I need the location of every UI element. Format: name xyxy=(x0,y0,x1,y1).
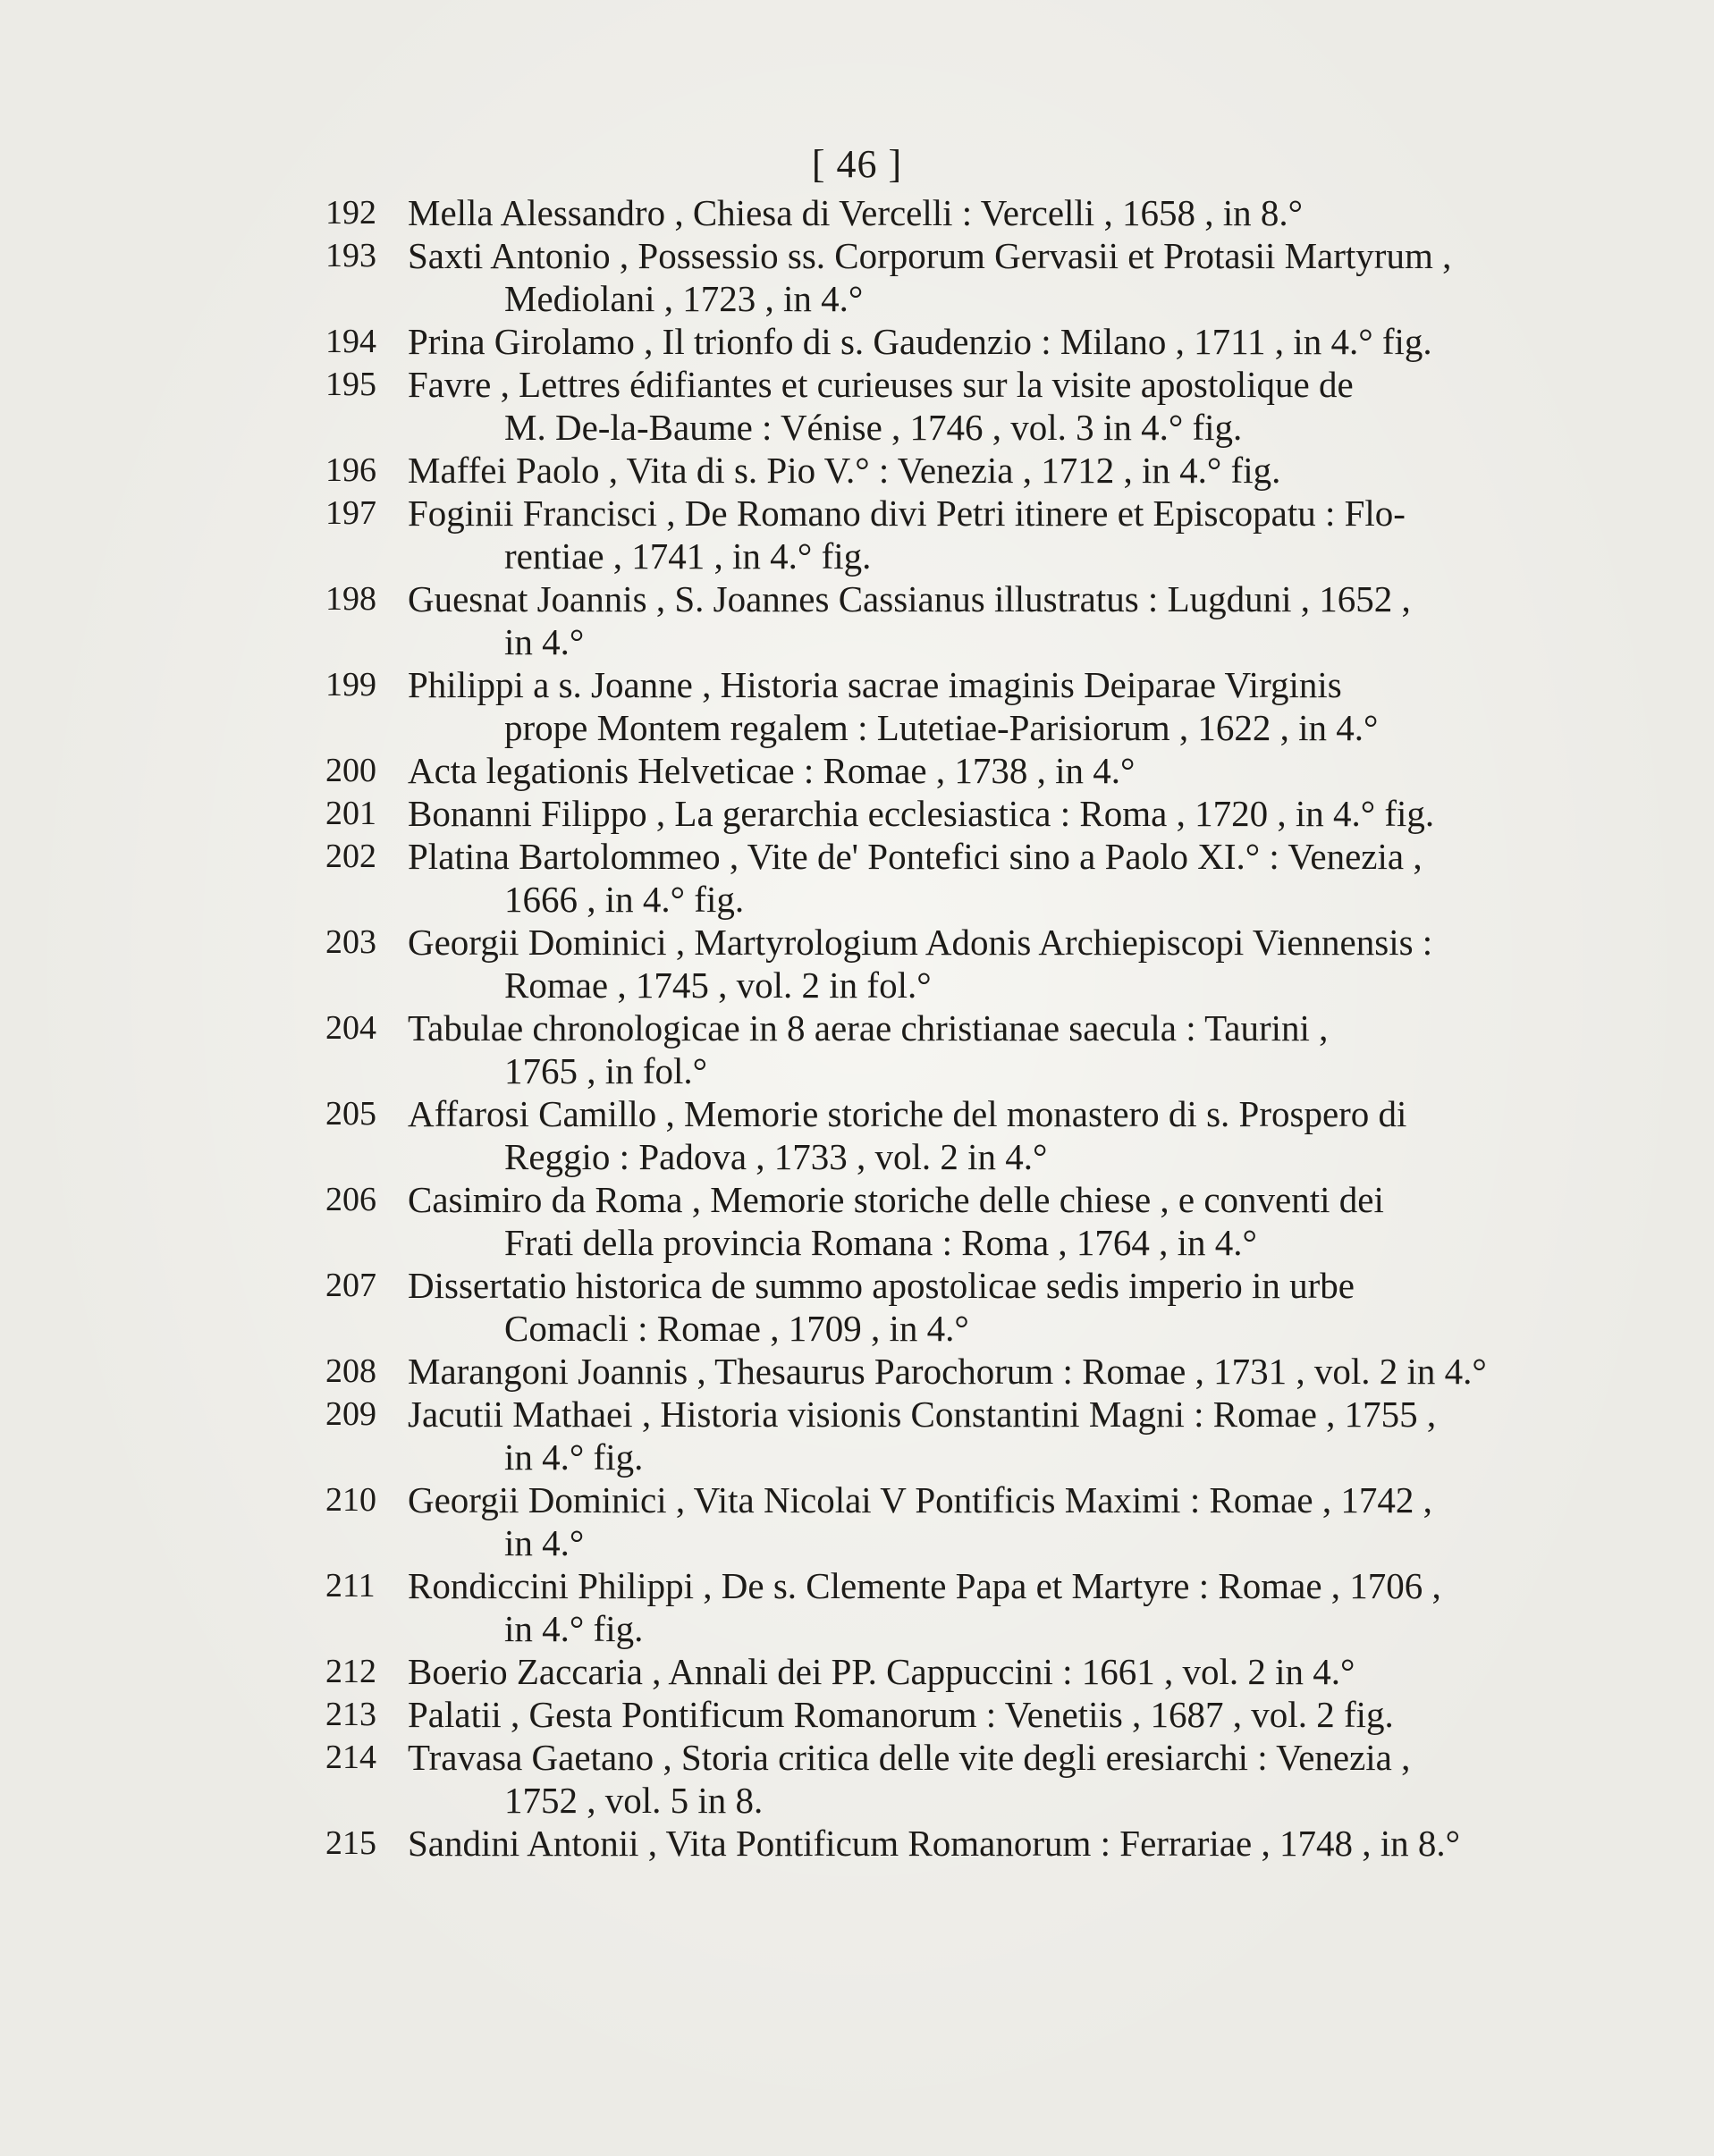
bibliography-entry xyxy=(325,234,1541,320)
entry-text-continuation: prope Montem regalem : Lutetiae-Parisiorum , 1622 , in 4.° xyxy=(504,707,1379,748)
entry-text: Guesnat Joannis , S. Joannes Cassianus illustratus : Lugduni , 1652 , xyxy=(408,578,1411,619)
entry-number: 210 xyxy=(325,1481,376,1519)
entry-text-continuation: in 4.° fig. xyxy=(504,1436,644,1478)
entry-number: 198 xyxy=(325,580,376,618)
entry-text: Maffei Paolo , Vita di s. Pio V.° : Venezia , 1712 , in 4.° fig. xyxy=(408,450,1281,491)
entry-number: 195 xyxy=(325,366,376,403)
entry-number: 213 xyxy=(325,1696,376,1733)
entry-text: Mella Alessandro , Chiesa di Vercelli : Vercelli , 1658 , in 8.° xyxy=(408,192,1303,233)
entry-text-continuation: Frati della provincia Romana : Roma , 1764 , in 4.° xyxy=(504,1222,1257,1263)
bibliography-entry xyxy=(325,1478,1541,1564)
entry-text: Bonanni Filippo , La gerarchia ecclesiastica : Roma , 1720 , in 4.° fig. xyxy=(408,793,1435,834)
entry-text-continuation: 1752 , vol. 5 in 8. xyxy=(504,1780,764,1821)
entry-text-continuation: in 4.° xyxy=(504,621,585,662)
entry-text: Tabulae chronologicae in 8 aerae christianae saecula : Taurini , xyxy=(408,1007,1329,1049)
bibliography-entry xyxy=(325,449,1541,492)
bibliography-entry xyxy=(325,1006,1541,1092)
bibliography-entry xyxy=(325,1693,1541,1736)
bibliography-entry xyxy=(325,1350,1541,1393)
entry-text: Affarosi Camillo , Memorie storiche del monastero di s. Prospero di xyxy=(408,1093,1407,1134)
entry-number: 208 xyxy=(325,1352,376,1390)
bibliography-entry xyxy=(325,320,1541,363)
entry-text: Casimiro da Roma , Memorie storiche delle chiese , e conventi dei xyxy=(408,1179,1384,1220)
entry-text-continuation: 1666 , in 4.° fig. xyxy=(504,879,745,920)
page-number: [ 46 ] xyxy=(811,142,903,186)
bibliography-entry xyxy=(325,577,1541,663)
entry-text: Favre , Lettres édifiantes et curieuses sur la visite apostolique de xyxy=(408,364,1354,405)
bibliography-entry xyxy=(325,1650,1541,1693)
entry-text: Boerio Zaccaria , Annali dei PP. Cappuccini : 1661 , vol. 2 in 4.° xyxy=(408,1651,1355,1692)
entry-text: Dissertatio historica de summo apostolicae sedis imperio in urbe xyxy=(408,1265,1355,1306)
entry-number: 204 xyxy=(325,1009,376,1047)
entry-text-continuation: rentiae , 1741 , in 4.° fig. xyxy=(504,535,872,577)
entry-text: Travasa Gaetano , Storia critica delle vite degli eresiarchi : Venezia , xyxy=(408,1737,1411,1778)
entry-number: 196 xyxy=(325,451,376,489)
bibliography-entry xyxy=(325,1264,1541,1350)
entry-number: 194 xyxy=(325,323,376,360)
entry-text: Rondiccini Philippi , De s. Clemente Papa et Martyre : Romae , 1706 , xyxy=(408,1565,1441,1606)
bibliography-list xyxy=(325,191,1541,1865)
bibliography-entry xyxy=(325,663,1541,749)
entry-number: 212 xyxy=(325,1653,376,1690)
entry-number: 199 xyxy=(325,666,376,703)
entry-number: 214 xyxy=(325,1739,376,1776)
entry-text-continuation: Mediolani , 1723 , in 4.° xyxy=(504,278,864,319)
bibliography-entry xyxy=(325,792,1541,835)
entry-number: 211 xyxy=(325,1567,376,1604)
bibliography-entry xyxy=(325,1564,1541,1650)
entry-text-continuation: 1765 , in fol.° xyxy=(504,1050,708,1091)
entry-text: Palatii , Gesta Pontificum Romanorum : Venetiis , 1687 , vol. 2 fig. xyxy=(408,1694,1394,1735)
entry-text-continuation: in 4.° fig. xyxy=(504,1608,644,1649)
entry-text: Georgii Dominici , Martyrologium Adonis Archiepiscopi Viennensis : xyxy=(408,922,1433,963)
bibliography-entry xyxy=(325,1178,1541,1264)
entry-number: 205 xyxy=(325,1095,376,1133)
entry-text: Foginii Francisci , De Romano divi Petri itinere et Episcopatu : Flo- xyxy=(408,493,1406,534)
bibliography-entry xyxy=(325,492,1541,577)
entry-text-continuation: M. De-la-Baume : Vénise , 1746 , vol. 3 in 4.° fig. xyxy=(504,407,1243,448)
entry-text: Jacutii Mathaei , Historia visionis Constantini Magni : Romae , 1755 , xyxy=(408,1394,1437,1435)
bibliography-entry xyxy=(325,835,1541,921)
entry-text: Platina Bartolommeo , Vite de' Pontefici sino a Paolo XI.° : Venezia , xyxy=(408,836,1423,877)
entry-number: 209 xyxy=(325,1395,376,1433)
bibliography-entry xyxy=(325,363,1541,449)
entry-text: Marangoni Joannis , Thesaurus Parochorum : Romae , 1731 , vol. 2 in 4.° xyxy=(408,1351,1487,1392)
entry-text: Georgii Dominici , Vita Nicolai V Pontificis Maximi : Romae , 1742 , xyxy=(408,1479,1432,1520)
entry-number: 202 xyxy=(325,838,376,875)
entry-number: 207 xyxy=(325,1267,376,1304)
entry-number: 201 xyxy=(325,795,376,832)
entry-number: 193 xyxy=(325,237,376,274)
bibliography-entry xyxy=(325,1092,1541,1178)
entry-text-continuation: in 4.° xyxy=(504,1522,585,1563)
entry-text: Saxti Antonio , Possessio ss. Corporum Gervasii et Protasii Martyrum , xyxy=(408,235,1452,276)
entry-text-continuation: Comacli : Romae , 1709 , in 4.° xyxy=(504,1308,969,1349)
entry-text: Sandini Antonii , Vita Pontificum Romanorum : Ferrariae , 1748 , in 8.° xyxy=(408,1823,1461,1864)
bibliography-entry xyxy=(325,921,1541,1006)
entry-number: 215 xyxy=(325,1824,376,1862)
bibliography-entry xyxy=(325,749,1541,792)
entry-number: 197 xyxy=(325,494,376,532)
entry-text: Prina Girolamo , Il trionfo di s. Gaudenzio : Milano , 1711 , in 4.° fig. xyxy=(408,321,1432,362)
entry-text: Philippi a s. Joanne , Historia sacrae imaginis Deiparae Virginis xyxy=(408,664,1342,705)
entry-number: 206 xyxy=(325,1181,376,1218)
bibliography-entry xyxy=(325,1822,1541,1865)
entry-text-continuation: Reggio : Padova , 1733 , vol. 2 in 4.° xyxy=(504,1136,1048,1177)
entry-text-continuation: Romae , 1745 , vol. 2 in fol.° xyxy=(504,964,932,1006)
bibliography-entry xyxy=(325,191,1541,234)
entry-text: Acta legationis Helveticae : Romae , 1738 , in 4.° xyxy=(408,750,1136,791)
entry-number: 200 xyxy=(325,752,376,789)
bibliography-entry xyxy=(325,1736,1541,1822)
bibliography-entry xyxy=(325,1393,1541,1478)
entry-number: 192 xyxy=(325,194,376,232)
entry-number: 203 xyxy=(325,923,376,961)
